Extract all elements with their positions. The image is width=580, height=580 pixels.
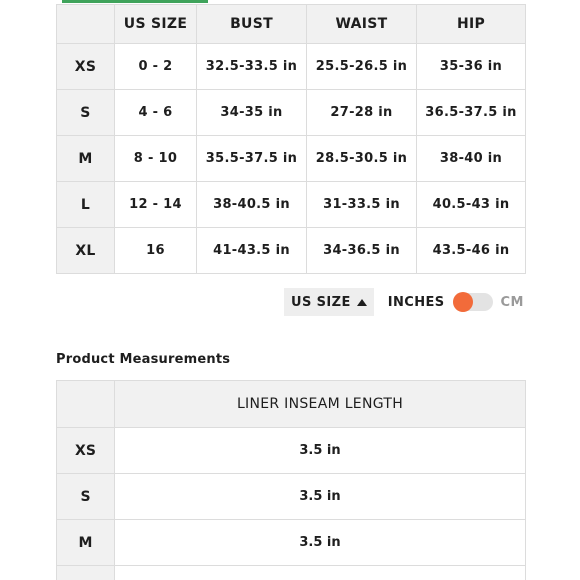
header-us-size: US SIZE bbox=[115, 5, 197, 44]
us-size-value: 4 - 6 bbox=[115, 90, 197, 136]
inseam-value bbox=[115, 566, 526, 580]
size-chart-header-row bbox=[57, 5, 526, 44]
bust-value: 38-40.5 in bbox=[197, 182, 307, 228]
waist-value: 25.5-26.5 in bbox=[307, 44, 417, 90]
hip-value: 35-36 in bbox=[417, 44, 526, 90]
header-liner-inseam-length: LINER INSEAM LENGTH bbox=[115, 381, 526, 428]
measurements-header-row bbox=[57, 381, 526, 428]
hip-value: 43.5-46 in bbox=[417, 228, 526, 274]
us-size-value: 12 - 14 bbox=[115, 182, 197, 228]
bust-value: 34-35 in bbox=[197, 90, 307, 136]
table-row bbox=[57, 44, 526, 90]
hip-value: 40.5-43 in bbox=[417, 182, 526, 228]
size-label: M bbox=[57, 520, 115, 566]
product-measurements-table bbox=[56, 380, 526, 580]
product-measurements-title: Product Measurements bbox=[56, 352, 231, 367]
unit-cm-label[interactable]: CM bbox=[500, 294, 524, 310]
us-size-value: 8 - 10 bbox=[115, 136, 197, 182]
waist-value: 31-33.5 in bbox=[307, 182, 417, 228]
table-row bbox=[57, 428, 526, 474]
size-label: XS bbox=[57, 44, 115, 90]
header-bust: BUST bbox=[197, 5, 307, 44]
header-corner bbox=[57, 381, 115, 428]
table-row bbox=[57, 474, 526, 520]
hip-value: 36.5-37.5 in bbox=[417, 90, 526, 136]
us-size-value: 0 - 2 bbox=[115, 44, 197, 90]
unit-inches-label[interactable]: INCHES bbox=[387, 294, 445, 310]
active-tab-indicator bbox=[62, 0, 208, 3]
toggle-knob bbox=[453, 292, 473, 312]
waist-value: 28.5-30.5 in bbox=[307, 136, 417, 182]
inseam-value: 3.5 in bbox=[115, 520, 526, 566]
inseam-value: 3.5 in bbox=[115, 474, 526, 520]
size-system-label: US SIZE bbox=[291, 294, 351, 310]
size-label bbox=[57, 566, 115, 580]
size-label: XL bbox=[57, 228, 115, 274]
size-label: M bbox=[57, 136, 115, 182]
waist-value: 34-36.5 in bbox=[307, 228, 417, 274]
table-row bbox=[57, 182, 526, 228]
size-label: L bbox=[57, 182, 115, 228]
inseam-value: 3.5 in bbox=[115, 428, 526, 474]
table-row bbox=[57, 136, 526, 182]
table-row bbox=[57, 90, 526, 136]
header-corner bbox=[57, 5, 115, 44]
size-chart-table bbox=[56, 4, 526, 274]
size-label: S bbox=[57, 474, 115, 520]
size-unit-controls bbox=[284, 288, 524, 316]
bust-value: 35.5-37.5 in bbox=[197, 136, 307, 182]
table-row bbox=[57, 228, 526, 274]
header-waist: WAIST bbox=[307, 5, 417, 44]
size-system-dropdown[interactable] bbox=[284, 288, 374, 316]
size-label: S bbox=[57, 90, 115, 136]
bust-value: 32.5-33.5 in bbox=[197, 44, 307, 90]
header-hip: HIP bbox=[417, 5, 526, 44]
waist-value: 27-28 in bbox=[307, 90, 417, 136]
us-size-value: 16 bbox=[115, 228, 197, 274]
size-label: XS bbox=[57, 428, 115, 474]
table-row bbox=[57, 520, 526, 566]
table-row-cutoff bbox=[57, 566, 526, 580]
caret-up-icon bbox=[357, 299, 367, 306]
hip-value: 38-40 in bbox=[417, 136, 526, 182]
bust-value: 41-43.5 in bbox=[197, 228, 307, 274]
unit-toggle[interactable] bbox=[453, 293, 493, 311]
